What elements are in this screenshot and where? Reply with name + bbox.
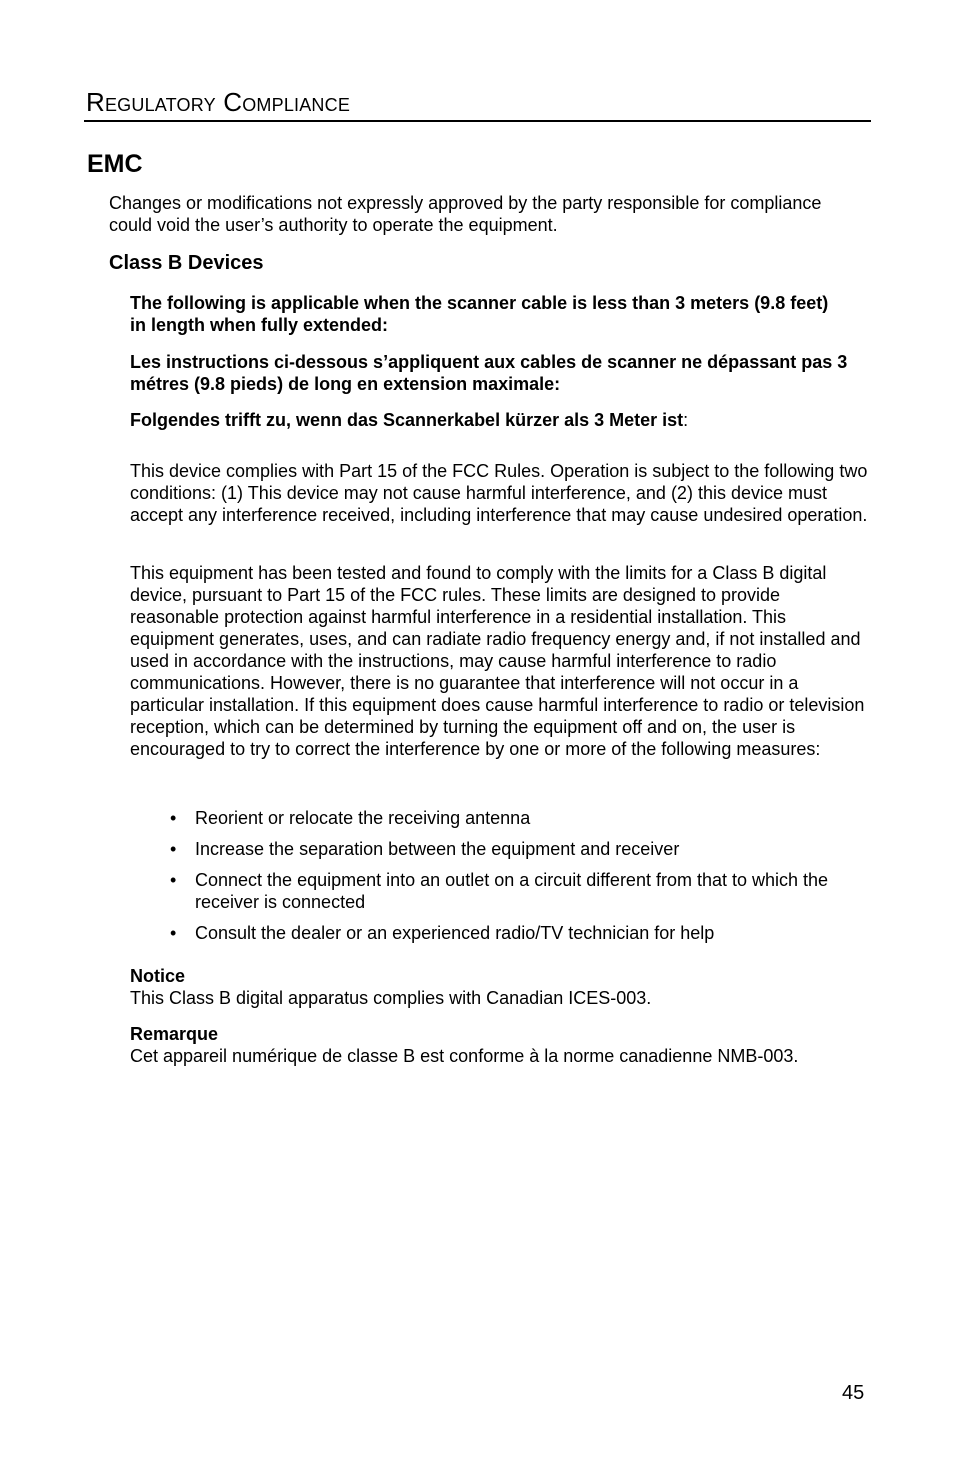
subsection-title-class-b: Class B Devices: [109, 252, 264, 274]
bullet-icon: •: [170, 808, 177, 828]
intro-paragraph: Changes or modifications not expressly approved by the party responsible for compliance could void the user’s authority to operate the equipment.: [109, 193, 822, 235]
list-item-text: Connect the equipment into an outlet on a circuit different from that to which the receiver is connected: [195, 870, 829, 912]
remarque-block: [130, 1023, 870, 1067]
list-item: [170, 922, 860, 944]
remarque-title: Remarque: [130, 1024, 219, 1044]
applicability-french: Les instructions ci-dessous s’appliquent aux cables de scanner ne dépassant pas 3 métres (9.8 pieds) de long en extension maximale:: [130, 352, 848, 394]
fcc-part15-paragraph: This device complies with Part 15 of the FCC Rules. Operation is subject to the following two conditions: (1) This device may not cause harmful interference, and (2) this device must accept any interference received, including interference that may cause undesired operation.: [130, 461, 868, 525]
measures-list: [170, 807, 860, 953]
applicability-english: The following is applicable when the scanner cable is less than 3 meters (9.8 feet) in length when fully extended:: [130, 293, 829, 335]
bullet-icon: •: [170, 870, 177, 890]
notice-title: Notice: [130, 966, 186, 986]
applicability-german-colon: :: [683, 410, 689, 430]
list-item: [170, 838, 860, 860]
page-number: 45: [842, 1382, 865, 1404]
remarque-text: Cet appareil numérique de classe B est conforme à la norme canadienne NMB-003.: [130, 1046, 799, 1066]
applicability-german-text: Folgendes trifft zu, wenn das Scannerkabel kürzer als 3 Meter ist: [130, 410, 684, 430]
bullet-icon: •: [170, 923, 177, 943]
list-item: [170, 807, 860, 829]
bullet-icon: •: [170, 839, 177, 859]
applicability-german: [130, 409, 870, 431]
fcc-class-b-paragraph: This equipment has been tested and found to comply with the limits for a Class B digital device, pursuant to Part 15 of the FCC rules. These limits are designed to provide reasonable protection against harmful interference in a residential installation. This equipment generates, uses, and can radiate radio frequency energy and, if not installed and used in accordance with the instructions, may cause harmful interference to radio communications. However, there is no guarantee that interference will not occur in a particular installation. If this equipment does cause harmful interference to radio or television reception, which can be determined by turning the equipment off and on, the user is encouraged to try to correct the interference by one or more of the following measures:: [130, 563, 865, 759]
list-item: [170, 869, 860, 913]
section-title-emc: EMC: [87, 150, 143, 178]
notice-block: [130, 965, 870, 1009]
list-item-text: Reorient or relocate the receiving antenna: [195, 808, 531, 828]
chapter-title: Regulatory Compliance: [86, 87, 351, 117]
notice-text: This Class B digital apparatus complies with Canadian ICES-003.: [130, 988, 652, 1008]
list-item-text: Increase the separation between the equipment and receiver: [195, 839, 680, 859]
list-item-text: Consult the dealer or an experienced radio/TV technician for help: [195, 923, 715, 943]
page-header: [84, 84, 871, 122]
